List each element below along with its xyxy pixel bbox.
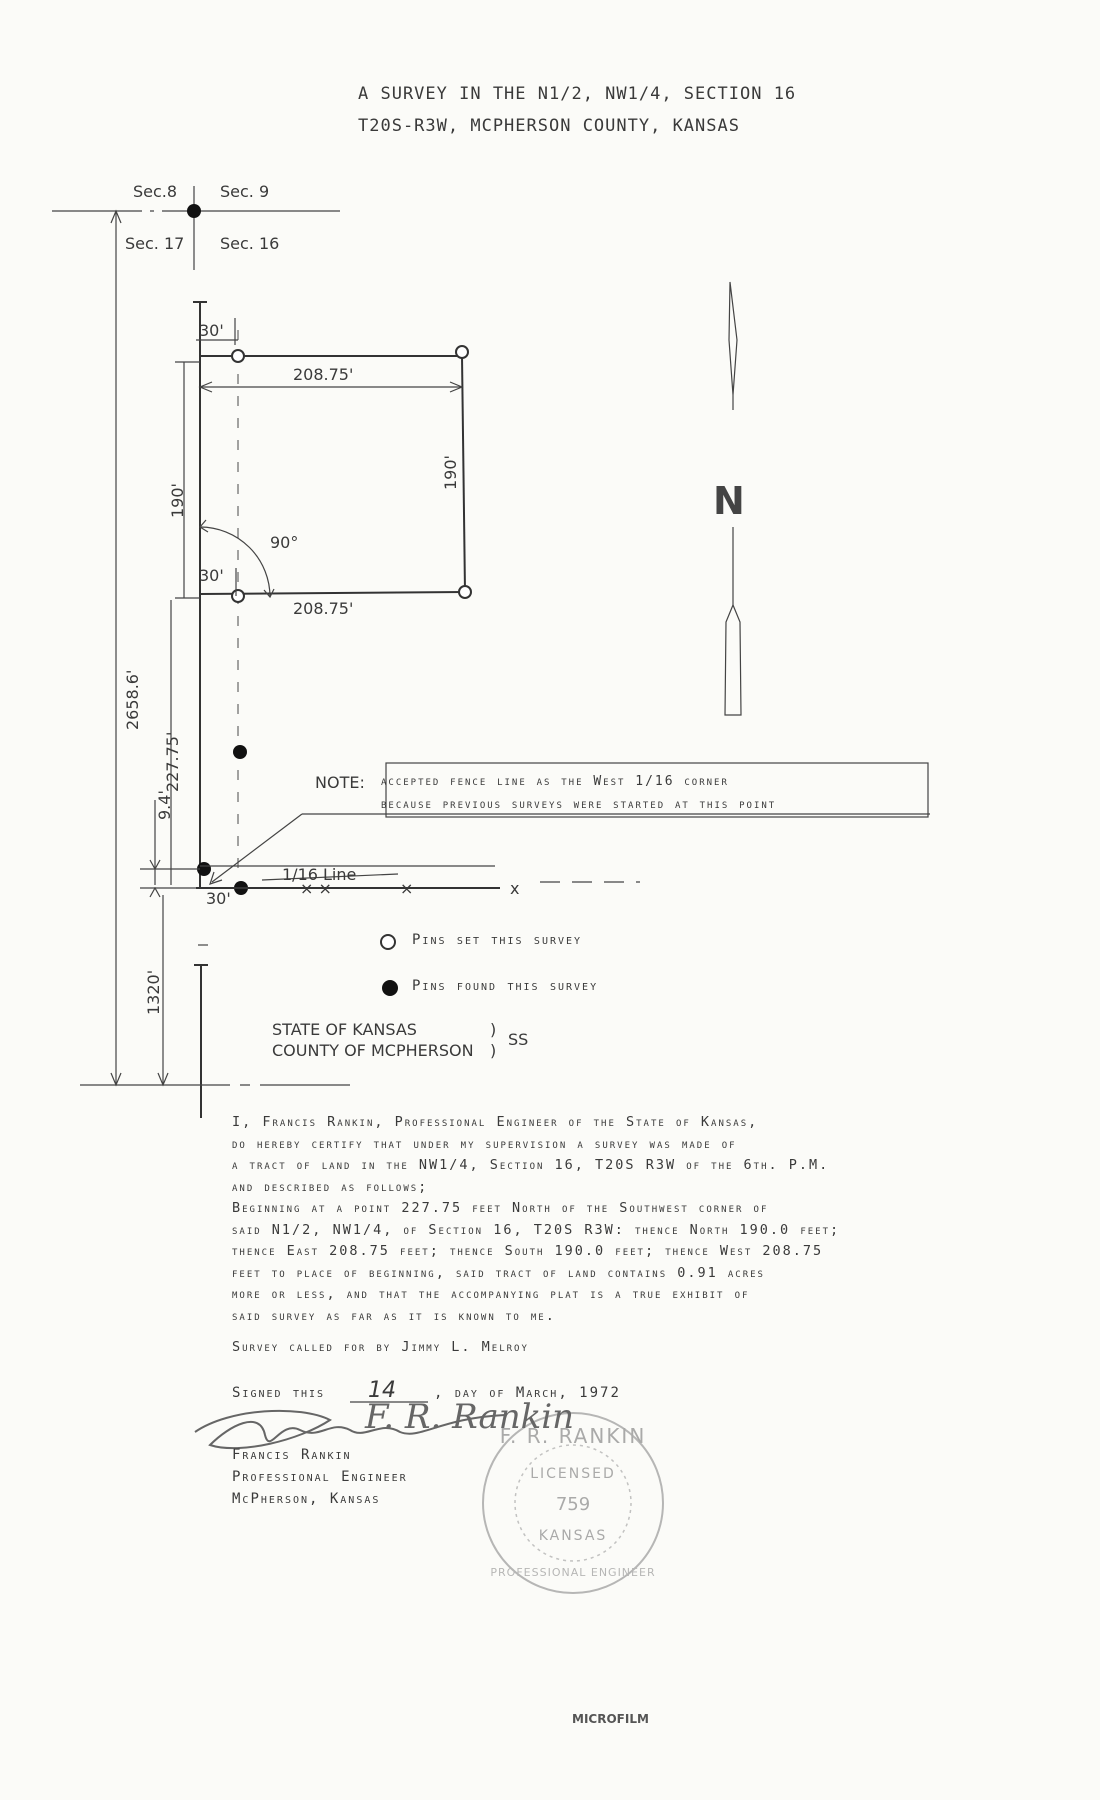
signer-title: Professional Engineer (232, 1469, 408, 1485)
sec8-label: Sec.8 (133, 182, 178, 201)
svg-text:LICENSED: LICENSED (530, 1466, 616, 1482)
venue-ss: SS (508, 1030, 529, 1049)
signer-name: Francis Rankin (232, 1447, 352, 1463)
legend-pins-set: Pins set this survey (412, 932, 583, 948)
signed-day: 14 (368, 1378, 396, 1403)
sec9-label: Sec. 9 (220, 182, 270, 201)
legend-pin-found-icon (382, 980, 398, 996)
dim-south-line: 208.75' (293, 599, 354, 618)
north-arrow-upper (729, 282, 737, 395)
pin-set (232, 350, 244, 362)
microfilm-stamp: MICROFILM (572, 1712, 649, 1726)
tract-east-line (462, 356, 465, 592)
note-line2: because previous surveys were started at this point (381, 797, 777, 812)
venue-county: COUNTY OF MCPHERSON (272, 1041, 474, 1060)
north-arrow-lower (725, 605, 741, 715)
engineer-seal (483, 1413, 663, 1593)
note-label: NOTE: (315, 773, 365, 792)
svg-text:759: 759 (555, 1494, 591, 1515)
angle-arc (200, 527, 270, 597)
sec16-label: Sec. 16 (220, 234, 280, 253)
cert-line: feet to place of beginning, said tract of land contains 0.91 acres (232, 1264, 765, 1281)
cert-line: and described as follows; (232, 1178, 429, 1195)
survey-title-line1: A SURVEY IN THE N1/2, NW1/4, SECTION 16 (358, 84, 797, 104)
legend-pin-set-icon (381, 935, 395, 949)
pin-set (232, 590, 244, 602)
cert-line: thence East 208.75 feet; thence South 190.0 feet; thence West 208.75 (232, 1243, 824, 1259)
cert-line: said N1/2, NW1/4, of Section 16, T20S R3W: thence North 190.0 feet; (232, 1221, 841, 1238)
dim-offset-top: 30' (199, 321, 224, 340)
survey-called-for: Survey called for by Jimmy L. Melroy (232, 1339, 529, 1355)
note-line1: accepted fence line as the West 1/16 corner (381, 774, 729, 789)
signature-script: F. R. Rankin (365, 1397, 575, 1437)
venue-bracket-2: ) (490, 1041, 497, 1060)
svg-text:×: × (400, 879, 414, 898)
dim-south-half: 1320' (144, 969, 163, 1015)
signed-prefix: Signed this (232, 1385, 326, 1401)
signer-city: McPherson, Kansas (232, 1491, 381, 1507)
dim-offset-mid: 30' (199, 566, 224, 585)
pin-found (233, 745, 247, 759)
cert-line: more or less, and that the accompanying plat is a true exhibit of (232, 1286, 750, 1302)
dim-to-tract: 227.75' (163, 731, 182, 792)
cert-line: said survey as far as it is known to me. (232, 1307, 556, 1324)
north-arrow-label: N (713, 479, 745, 523)
dim-to-fence: 9.4' (155, 790, 174, 820)
dim-east-line: 190' (441, 455, 460, 490)
pin-set (456, 346, 468, 358)
svg-text:KANSAS: KANSAS (538, 1528, 608, 1544)
dim-total: 2658.6' (123, 669, 142, 730)
dim-north-line: 208.75' (293, 365, 354, 384)
certificate-text (232, 1112, 992, 1359)
dim-offset-bottom: 30' (206, 889, 231, 908)
svg-text:PROFESSIONAL ENGINEER: PROFESSIONAL ENGINEER (490, 1566, 656, 1579)
venue-state: STATE OF KANSAS (272, 1020, 417, 1039)
pin-set (459, 586, 471, 598)
cert-line: I, Francis Rankin, Professional Engineer of the State of Kansas, (232, 1114, 759, 1130)
cert-line: a tract of land in the NW1/4, Section 16, T20S R3W of the 6th. P.M. (232, 1157, 830, 1173)
sec17-label: Sec. 17 (125, 234, 185, 253)
section-corner-pin (187, 204, 201, 218)
venue-bracket-1: ) (490, 1020, 497, 1039)
cert-line: do hereby certify that under my supervision a survey was made of (232, 1135, 737, 1152)
svg-text:F. R. RANKIN: F. R. RANKIN (499, 1424, 647, 1448)
svg-text:x: x (510, 879, 520, 898)
legend-pins-found: Pins found this survey (412, 978, 599, 994)
svg-text:× ×: × × (300, 879, 332, 898)
dim-angle: 90° (270, 533, 299, 552)
dim-west-line: 190' (168, 483, 187, 518)
survey-title-line2: T20S-R3W, MCPHERSON COUNTY, KANSAS (358, 116, 740, 136)
signed-suffix: , day of March, 1972 (434, 1385, 621, 1401)
sixteenth-line-label: 1/16 Line (282, 865, 357, 884)
cert-line: Beginning at a point 227.75 feet North of the Southwest corner of (232, 1200, 769, 1216)
